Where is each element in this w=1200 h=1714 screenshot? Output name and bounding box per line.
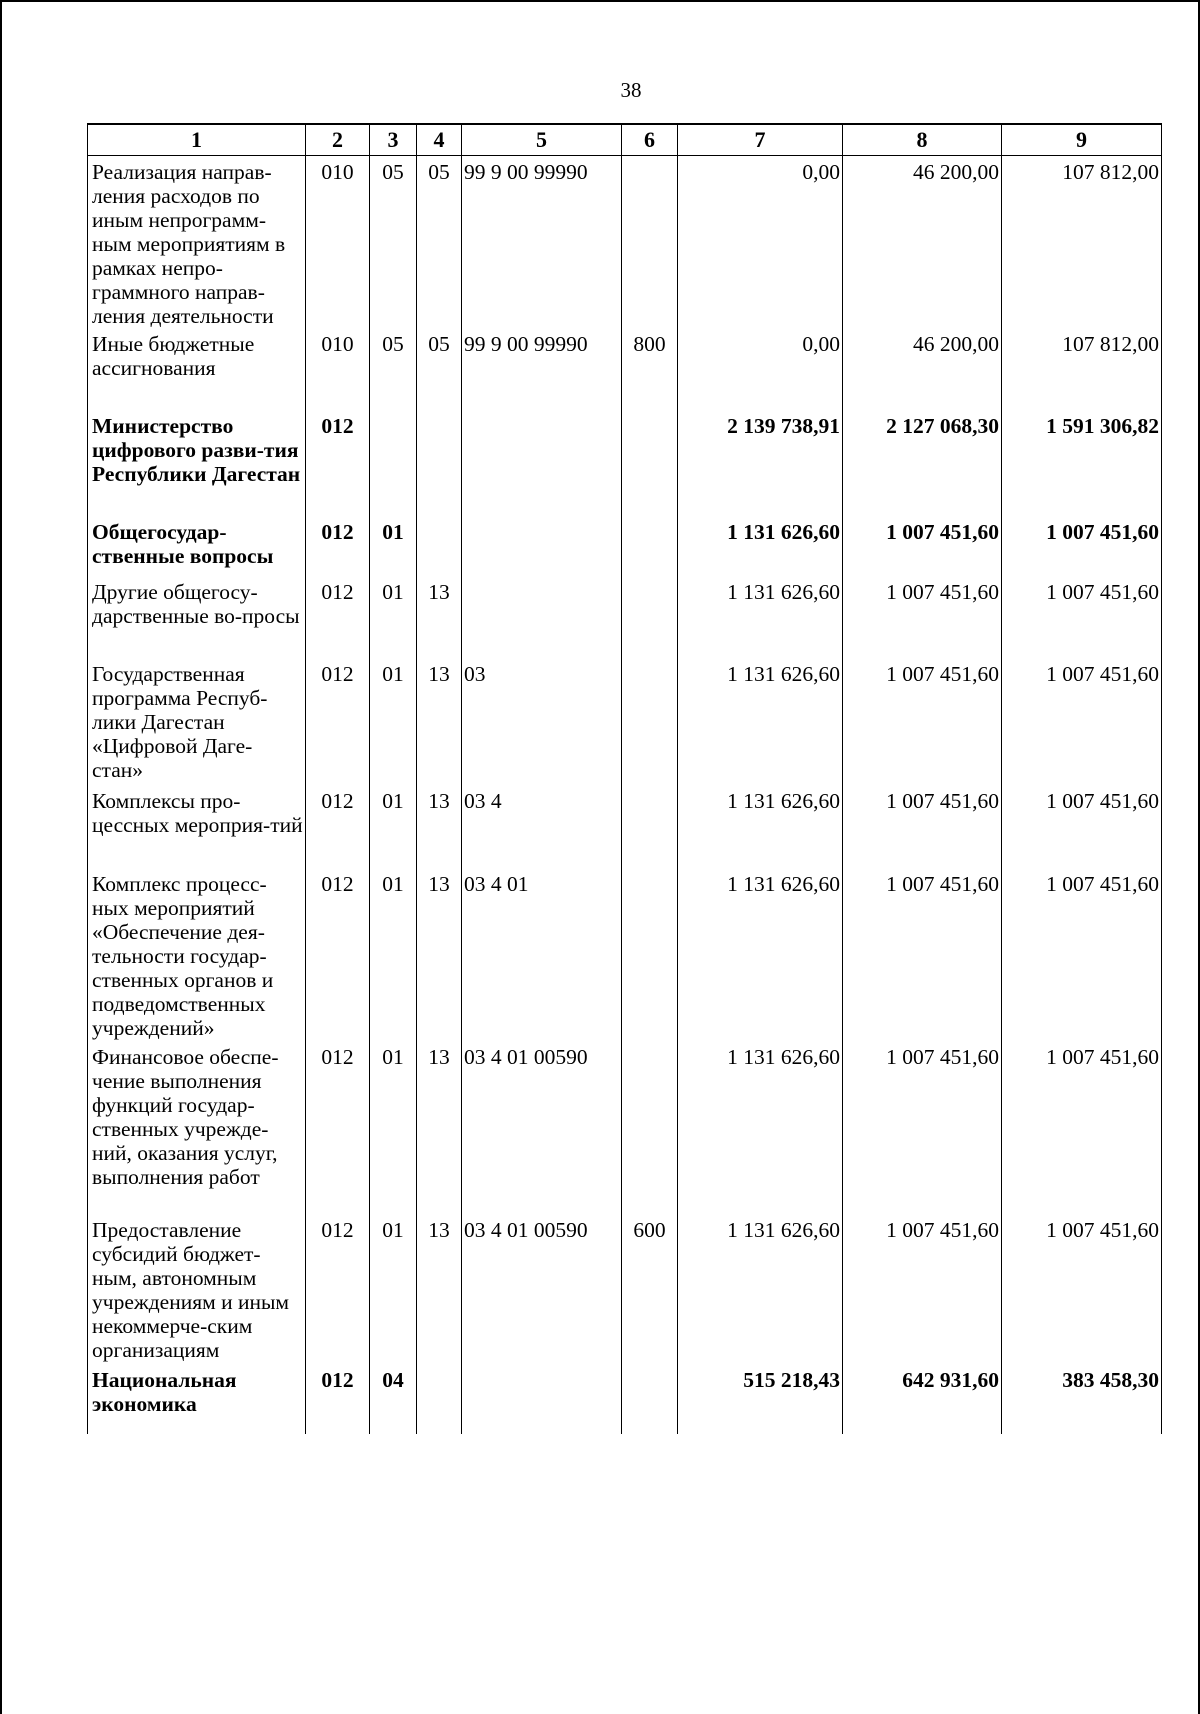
row-col-8: 46 200,00 [843,328,1002,410]
table-row [88,156,1162,329]
row-col-7: 2 139 738,91 [678,410,843,516]
row-col-5 [462,576,622,658]
page-border-top [0,0,1200,2]
header-col-6: 6 [622,124,678,156]
row-col-4 [417,410,462,516]
row-col-8: 1 007 451,60 [843,868,1002,1041]
table-row [88,516,1162,576]
row-col-7: 0,00 [678,156,843,329]
row-col-2: 012 [306,868,370,1041]
row-col-8: 1 007 451,60 [843,785,1002,868]
row-col-4: 13 [417,1041,462,1214]
header-col-8: 8 [843,124,1002,156]
row-col-6 [622,1041,678,1214]
table-row [88,868,1162,1041]
row-col-3: 01 [370,658,417,785]
row-col-2: 012 [306,1364,370,1434]
row-col-8: 1 007 451,60 [843,658,1002,785]
row-col-6 [622,156,678,329]
row-name: Комплекс процесс-ных мероприятий «Обеспечение дея-тельности государ-ственных органов и подведомственных учреждений» [88,868,306,1041]
row-col-7: 1 131 626,60 [678,868,843,1041]
row-col-2: 012 [306,516,370,576]
row-col-4: 05 [417,156,462,329]
table-header [88,124,1162,156]
row-col-5: 99 9 00 99990 [462,328,622,410]
row-col-7: 1 131 626,60 [678,785,843,868]
row-col-3: 01 [370,576,417,658]
row-col-9: 1 007 451,60 [1002,868,1162,1041]
row-col-5 [462,516,622,576]
row-col-8: 1 007 451,60 [843,1041,1002,1214]
row-name: Национальная экономика [88,1364,306,1434]
row-col-2: 010 [306,156,370,329]
budget-table [87,123,1162,1434]
table-row [88,658,1162,785]
row-col-5: 03 4 01 00590 [462,1214,622,1364]
row-col-6 [622,658,678,785]
header-col-4: 4 [417,124,462,156]
row-col-8: 1 007 451,60 [843,516,1002,576]
row-col-3 [370,410,417,516]
table-row [88,785,1162,868]
row-name: Иные бюджетные ассигнования [88,328,306,410]
row-col-8: 1 007 451,60 [843,1214,1002,1364]
table-body [88,156,1162,1435]
row-col-3: 01 [370,516,417,576]
row-col-9: 1 007 451,60 [1002,658,1162,785]
header-row [88,124,1162,156]
row-col-4: 13 [417,785,462,868]
table-row [88,1364,1162,1434]
row-col-2: 012 [306,785,370,868]
row-col-7: 0,00 [678,328,843,410]
header-col-7: 7 [678,124,843,156]
table-row [88,328,1162,410]
header-col-9: 9 [1002,124,1162,156]
row-col-9: 107 812,00 [1002,328,1162,410]
row-col-9: 1 007 451,60 [1002,576,1162,658]
table-row [88,410,1162,516]
row-col-3: 05 [370,156,417,329]
table-row [88,1214,1162,1364]
page-border-left [0,0,2,1714]
table-row [88,1041,1162,1214]
row-col-8: 2 127 068,30 [843,410,1002,516]
row-col-9: 107 812,00 [1002,156,1162,329]
row-col-6: 600 [622,1214,678,1364]
row-col-8: 46 200,00 [843,156,1002,329]
row-col-7: 1 131 626,60 [678,1214,843,1364]
header-col-3: 3 [370,124,417,156]
header-col-2: 2 [306,124,370,156]
row-col-2: 012 [306,1041,370,1214]
row-col-3: 04 [370,1364,417,1434]
row-col-6 [622,1364,678,1434]
row-col-5: 03 [462,658,622,785]
row-col-5: 03 4 01 00590 [462,1041,622,1214]
row-col-9: 1 591 306,82 [1002,410,1162,516]
table-row [88,576,1162,658]
row-name: Комплексы про-цессных мероприя-тий [88,785,306,868]
row-col-9: 383 458,30 [1002,1364,1162,1434]
row-col-5 [462,1364,622,1434]
row-name: Другие общегосу-дарственные во-просы [88,576,306,658]
row-col-7: 1 131 626,60 [678,658,843,785]
row-col-3: 01 [370,1041,417,1214]
row-col-3: 01 [370,868,417,1041]
row-col-9: 1 007 451,60 [1002,1214,1162,1364]
page-number: 38 [620,78,642,102]
row-col-7: 1 131 626,60 [678,516,843,576]
header-col-5: 5 [462,124,622,156]
row-col-3: 05 [370,328,417,410]
row-name: Министерство цифрового разви-тия Республики Дагестан [88,410,306,516]
row-col-2: 012 [306,576,370,658]
row-col-9: 1 007 451,60 [1002,1041,1162,1214]
row-col-4: 13 [417,576,462,658]
row-col-6 [622,868,678,1041]
row-col-7: 1 131 626,60 [678,1041,843,1214]
row-col-5: 99 9 00 99990 [462,156,622,329]
row-col-6: 800 [622,328,678,410]
row-col-6 [622,576,678,658]
row-col-6 [622,516,678,576]
row-name: Государственная программа Респуб-лики Дагестан «Цифровой Даге-стан» [88,658,306,785]
header-col-1: 1 [88,124,306,156]
row-col-4: 05 [417,328,462,410]
row-col-2: 012 [306,658,370,785]
row-col-2: 012 [306,1214,370,1364]
row-col-2: 010 [306,328,370,410]
row-name: Финансовое обеспе-чение выполнения функций государ-ственных учрежде-ний, оказания услуг, выполнения работ [88,1041,306,1214]
row-col-9: 1 007 451,60 [1002,785,1162,868]
row-name: Предоставление субсидий бюджет-ным, автономным учреждениям и иным некоммерче-ским организациям [88,1214,306,1364]
row-col-4: 13 [417,868,462,1041]
row-col-9: 1 007 451,60 [1002,516,1162,576]
row-col-3: 01 [370,785,417,868]
row-col-8: 642 931,60 [843,1364,1002,1434]
row-col-5 [462,410,622,516]
row-name: Общегосудар-ственные вопросы [88,516,306,576]
row-col-8: 1 007 451,60 [843,576,1002,658]
row-name: Реализация направ-ления расходов по иным непрограмм-ным мероприятиям в рамках непро-граммного направ-ления деятельности [88,156,306,329]
row-col-7: 1 131 626,60 [678,576,843,658]
row-col-7: 515 218,43 [678,1364,843,1434]
row-col-4: 13 [417,658,462,785]
row-col-2: 012 [306,410,370,516]
row-col-5: 03 4 01 [462,868,622,1041]
row-col-4 [417,1364,462,1434]
row-col-4 [417,516,462,576]
row-col-6 [622,410,678,516]
row-col-5: 03 4 [462,785,622,868]
row-col-3: 01 [370,1214,417,1364]
row-col-4: 13 [417,1214,462,1364]
row-col-6 [622,785,678,868]
